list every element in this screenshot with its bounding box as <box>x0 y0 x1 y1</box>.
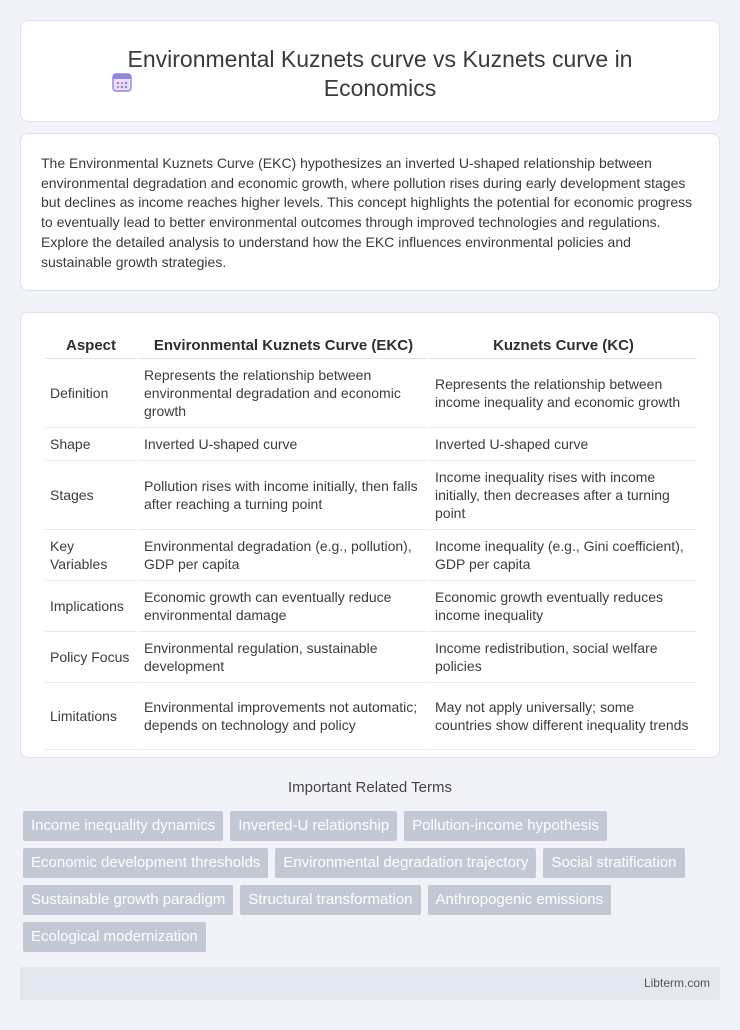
footer-site-link[interactable]: Libterm.com <box>643 976 710 990</box>
intro-card <box>20 133 720 291</box>
table-cell: Represents the relationship between income inequality and economic growth <box>430 359 697 428</box>
table-header-row <box>45 333 697 359</box>
page-title: Environmental Kuznets curve vs Kuznets curve in Economics <box>127 46 633 101</box>
related-term-tag[interactable]: Sustainable growth paradigm <box>23 885 233 915</box>
column-header-aspect: Aspect <box>45 333 137 359</box>
comparison-table-card <box>20 312 720 758</box>
column-header-kc: Kuznets Curve (KC) <box>430 333 697 359</box>
table-cell: Inverted U-shaped curve <box>430 428 697 461</box>
related-term-tag[interactable]: Ecological modernization <box>23 922 206 952</box>
table-cell: Limitations <box>45 683 137 750</box>
table-cell: Income redistribution, social welfare policies <box>430 632 697 683</box>
related-terms-heading: Important Related Terms <box>288 779 452 796</box>
table-cell: Implications <box>45 581 137 632</box>
table-cell: Economic growth eventually reduces income inequality <box>430 581 697 632</box>
title-card <box>20 20 720 122</box>
related-term-tag[interactable]: Social stratification <box>543 848 684 878</box>
table-cell: Environmental improvements not automatic; depends on technology and policy <box>139 683 428 750</box>
table-row <box>45 461 697 530</box>
footer <box>20 967 720 1000</box>
table-cell: Policy Focus <box>45 632 137 683</box>
intro-paragraph: The Environmental Kuznets Curve (EKC) hypothesizes an inverted U-shaped relationship between environmental degradation and economic growth, where pollution rises during early development stages but declines as income reaches higher levels. This concept highlights the potential for economic progress to eventually lead to better environmental outcomes through improved technologies and regulations. Explore the detailed analysis to understand how the EKC influences environmental policies and sustainable growth strategies. <box>41 155 693 270</box>
table-row <box>45 581 697 632</box>
related-term-tag[interactable]: Inverted-U relationship <box>230 811 397 841</box>
table-row <box>45 530 697 581</box>
related-term-tag[interactable]: Economic development thresholds <box>23 848 268 878</box>
related-term-tag[interactable]: Pollution-income hypothesis <box>404 811 607 841</box>
table-cell: Economic growth can eventually reduce environmental damage <box>139 581 428 632</box>
table-cell: Pollution rises with income initially, then falls after reaching a turning point <box>139 461 428 530</box>
table-cell: Definition <box>45 359 137 428</box>
table-cell: Inverted U-shaped curve <box>139 428 428 461</box>
table-cell: May not apply universally; some countries show different inequality trends <box>430 683 697 750</box>
comparison-table <box>43 333 699 750</box>
table-row <box>45 632 697 683</box>
table-row <box>45 428 697 461</box>
table-cell: Stages <box>45 461 137 530</box>
table-cell: Income inequality rises with income initially, then decreases after a turning point <box>430 461 697 530</box>
table-cell: Shape <box>45 428 137 461</box>
table-row <box>45 359 697 428</box>
related-term-tag[interactable]: Environmental degradation trajectory <box>275 848 536 878</box>
column-header-ekc: Environmental Kuznets Curve (EKC) <box>139 333 428 359</box>
related-terms-list <box>23 811 723 952</box>
table-cell: Income inequality (e.g., Gini coefficient), GDP per capita <box>430 530 697 581</box>
related-term-tag[interactable]: Anthropogenic emissions <box>428 885 612 915</box>
table-cell: Key Variables <box>45 530 137 581</box>
table-cell: Represents the relationship between environmental degradation and economic growth <box>139 359 428 428</box>
related-term-tag[interactable]: Structural transformation <box>240 885 420 915</box>
table-row <box>45 683 697 750</box>
table-cell: Environmental degradation (e.g., pollution), GDP per capita <box>139 530 428 581</box>
table-cell: Environmental regulation, sustainable development <box>139 632 428 683</box>
related-term-tag[interactable]: Income inequality dynamics <box>23 811 223 841</box>
